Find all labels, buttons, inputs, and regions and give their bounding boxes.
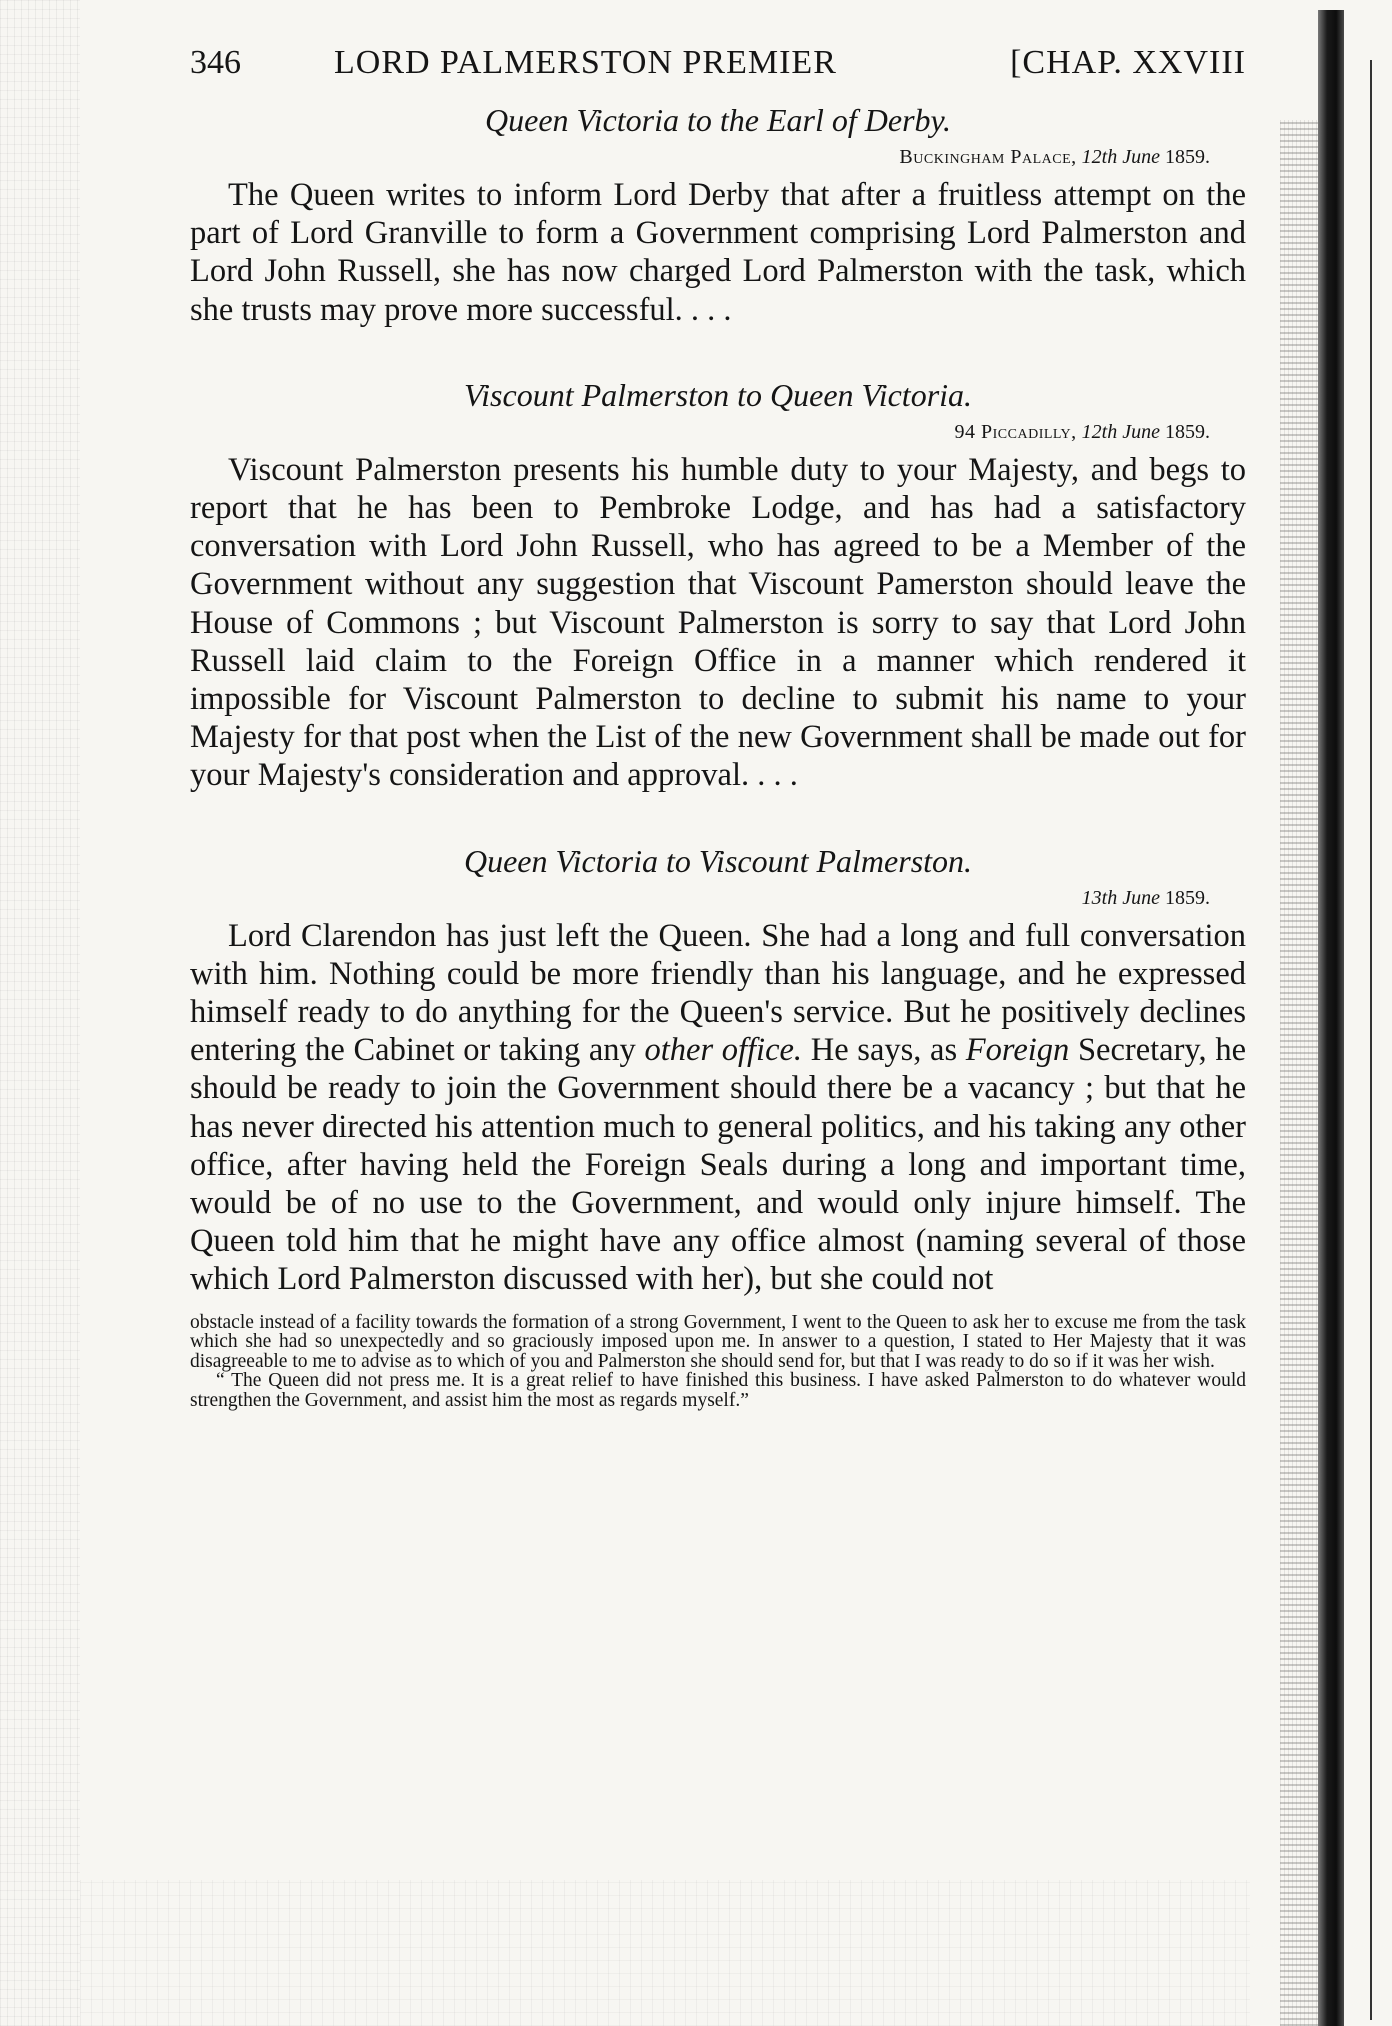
section-spacer (190, 795, 1246, 839)
dateline-place: 94 Piccadilly, (954, 420, 1077, 443)
page-edge-line (1370, 60, 1372, 2020)
letter-title: Queen Victoria to Viscount Palmerston. (463, 842, 973, 879)
dateline-month: June (1122, 420, 1160, 443)
page-number: 346 (190, 44, 241, 81)
book-page (190, 38, 1246, 1411)
footnote (190, 1313, 1246, 1411)
letter-dateline (190, 883, 1210, 913)
letter-queen-to-palmerston (190, 839, 1246, 1299)
running-title: LORD PALMERSTON PREMIER (334, 44, 837, 81)
section-spacer (190, 329, 1246, 373)
dateline-year: 1859. (1165, 886, 1210, 909)
letter-body: The Queen writes to inform Lord Derby that after a fruitless attempt on the part of Lord Granville to form a Government comprising Lord Palmerston and Lord John Russell, she has now charged Lord Palmerston with the task, which she trusts may prove more successful. . . . (190, 177, 1246, 328)
dateline-month: June (1122, 146, 1160, 168)
scan-left-edge (0, 0, 80, 2026)
dateline-day: 12th (1081, 146, 1118, 168)
footnote-paragraph: obstacle instead of a facility towards the formation of a strong Government, I went to the Queen to ask her to excuse me from the task which she had so unexpectedly and so graciously imposed upon me. In answer to a question, I stated to Her Majesty that it was disagreeable to me to advise as to which of you and Palmerston she should send for, but that I was ready to do so if it was her wish. (190, 1311, 1246, 1372)
dateline-year: 1859. (1165, 420, 1210, 443)
dateline-year: 1859. (1165, 146, 1210, 168)
dateline-place: Buckingham Palace, (899, 146, 1077, 168)
chapter-label: [CHAP. XXVIII (1010, 44, 1246, 81)
dateline-month: June (1122, 886, 1160, 909)
dateline-day: 12th (1081, 420, 1118, 443)
letter-title: Queen Victoria to the Earl of Derby. (485, 102, 951, 138)
scan-bottom-noise (80, 1880, 1250, 2026)
body-part: Secretary, he should be ready to join the Government should there be a vacancy ; but that he has never directed his attention much to general politics, and his taking any other office, after having held the Foreign Seals during a long and important time, would be of no use to the Government, and would only injure himself. The Queen told him that he might have any office almost (naming several of those which Lord Palmerston discussed with her), but she could not (190, 1032, 1247, 1298)
body-part: He says, as (810, 1032, 958, 1069)
letter-dateline (190, 417, 1210, 447)
letter-body (190, 917, 1246, 1299)
body-part: Lord Clarendon has just left the Queen. She had a long and full conversation with him. Nothing could be more friendly than his language, and he expressed himself ready to do anything for the Queen's service. But he positively declines entering the Cabinet or taking any (190, 917, 1246, 1069)
letter-palmerston-to-queen (190, 373, 1246, 795)
footnote-spacer (190, 1299, 1246, 1313)
body-emphasis: other office. (644, 1032, 803, 1069)
dateline-day: 13th (1081, 886, 1118, 909)
footnote-paragraph: “ The Queen did not press me. It is a great relief to have finished this business. I have asked Palmerston to do whatever would strengthen the Government, and assist him the most as regards myself.” (190, 1370, 1246, 1412)
book-binding-edge (1318, 10, 1344, 2026)
letter-body: Viscount Palmerston presents his humble duty to your Majesty, and begs to report that he has been to Pembroke Lodge, and has had a satisfactory conversation with Lord John Russell, who has agreed to be a Member of the Government without any suggestion that Viscount Pamerston should leave the House of Commons ; but Viscount Palmerston is sorry to say that Lord John Russell laid claim to the Foreign Office in a manner which rendered it impossible for Viscount Palmerston to decline to submit his name to your Majesty for that post when the List of the new Government shall be made out for your Majesty's consideration and approval. . . . (190, 451, 1246, 794)
body-emphasis: Foreign (965, 1032, 1070, 1069)
letter-title: Viscount Palmerston to Queen Victoria. (463, 376, 973, 413)
book-binding-shadow (1280, 120, 1320, 2026)
letter-dateline (190, 142, 1210, 172)
running-header (190, 38, 1246, 98)
letter-queen-to-derby (190, 98, 1246, 329)
